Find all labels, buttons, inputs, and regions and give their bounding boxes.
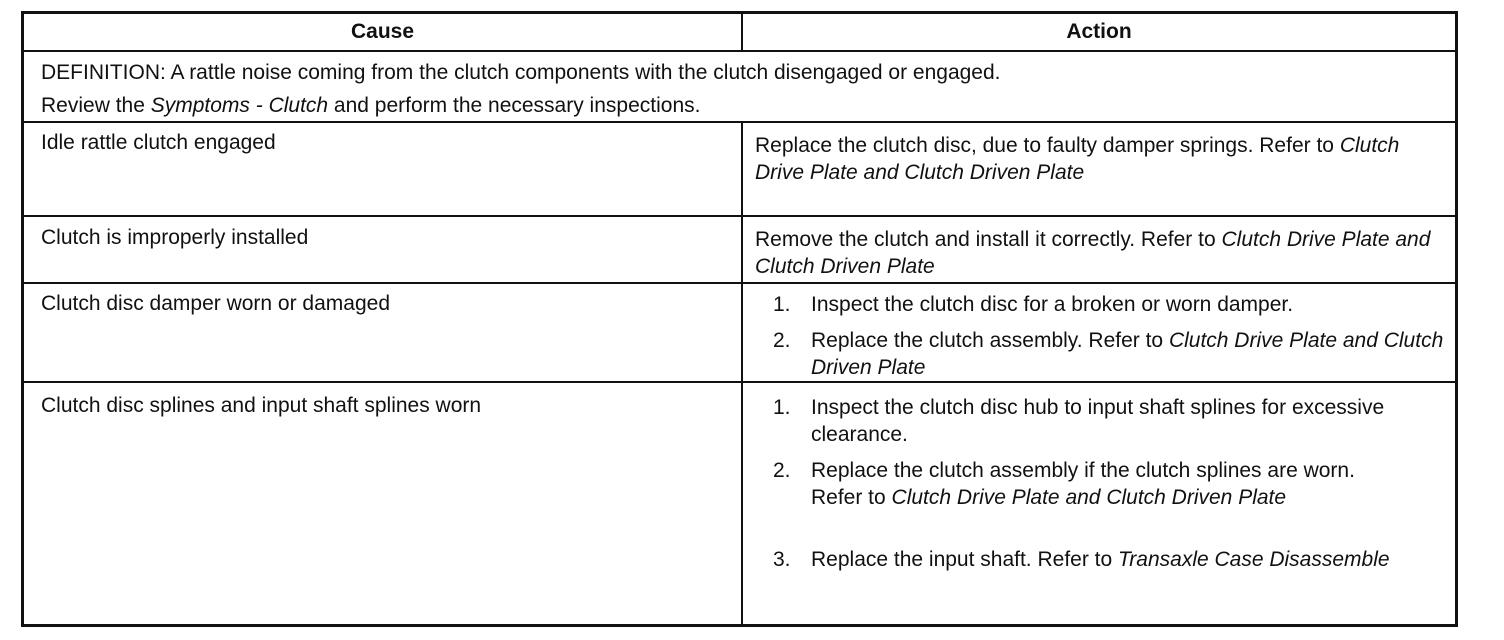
row-3-step-2-reference: Clutch Drive Plate and Clutch Driven Plate bbox=[811, 329, 1444, 379]
row-4-cause: Clutch disc splines and input shaft splines worn bbox=[41, 394, 482, 417]
row-4-step-3-reference: Transaxle Case Disassemble bbox=[1118, 548, 1390, 571]
symptoms-reference: Symptoms - Clutch bbox=[150, 94, 329, 117]
review-text: Review the Symptoms - Clutch and perform the necessary inspections. bbox=[41, 94, 701, 117]
row-2-action: Remove the clutch and install it correctly. Refer to Clutch Drive Plate and Clutch Driven Plate bbox=[755, 228, 1431, 278]
row-3-cause: Clutch disc damper worn or damaged bbox=[41, 292, 391, 315]
row-1-action: Replace the clutch disc, due to faulty damper springs. Refer to Clutch Drive Plate and Clutch Driven Plate bbox=[755, 134, 1400, 184]
row-3-action: 1. Inspect the clutch disc for a broken or worn damper. 2. Replace the clutch assembly. Refer to Clutch Drive Plate and Clutch Driven Plate bbox=[773, 293, 1444, 379]
header-cause: Cause bbox=[350, 20, 415, 43]
divider-row-3 bbox=[24, 381, 1455, 383]
row-4-action: 1. Inspect the clutch disc hub to input shaft splines for excessive clearance. 2. Replace the clutch assembly if the clutch splines are worn. Refer to Clutch Drive Plate and Clutch Driven Plate 3. Replace the input shaft. Refer to Transaxle Case Disassemble bbox=[773, 396, 1390, 571]
column-divider-header bbox=[741, 14, 743, 51]
row-2-cause: Clutch is improperly installed bbox=[41, 226, 309, 249]
row-1-reference: Clutch Drive Plate and Clutch Driven Plate bbox=[755, 134, 1400, 184]
diagnostic-table bbox=[21, 11, 1458, 627]
row-1-cause: Idle rattle clutch engaged bbox=[41, 131, 276, 154]
row-2-reference: Clutch Drive Plate and Clutch Driven Plate bbox=[755, 228, 1431, 278]
row-4-step-2-reference: Clutch Drive Plate and Clutch Driven Plate bbox=[891, 486, 1287, 509]
divider-header bbox=[24, 50, 1455, 52]
divider-definition bbox=[24, 121, 1455, 123]
definition-text: DEFINITION: A rattle noise coming from the clutch components with the clutch disengaged or engaged. bbox=[41, 61, 1001, 84]
header-action: Action bbox=[1066, 20, 1132, 43]
divider-row-1 bbox=[24, 215, 1455, 217]
divider-row-2 bbox=[24, 282, 1455, 284]
